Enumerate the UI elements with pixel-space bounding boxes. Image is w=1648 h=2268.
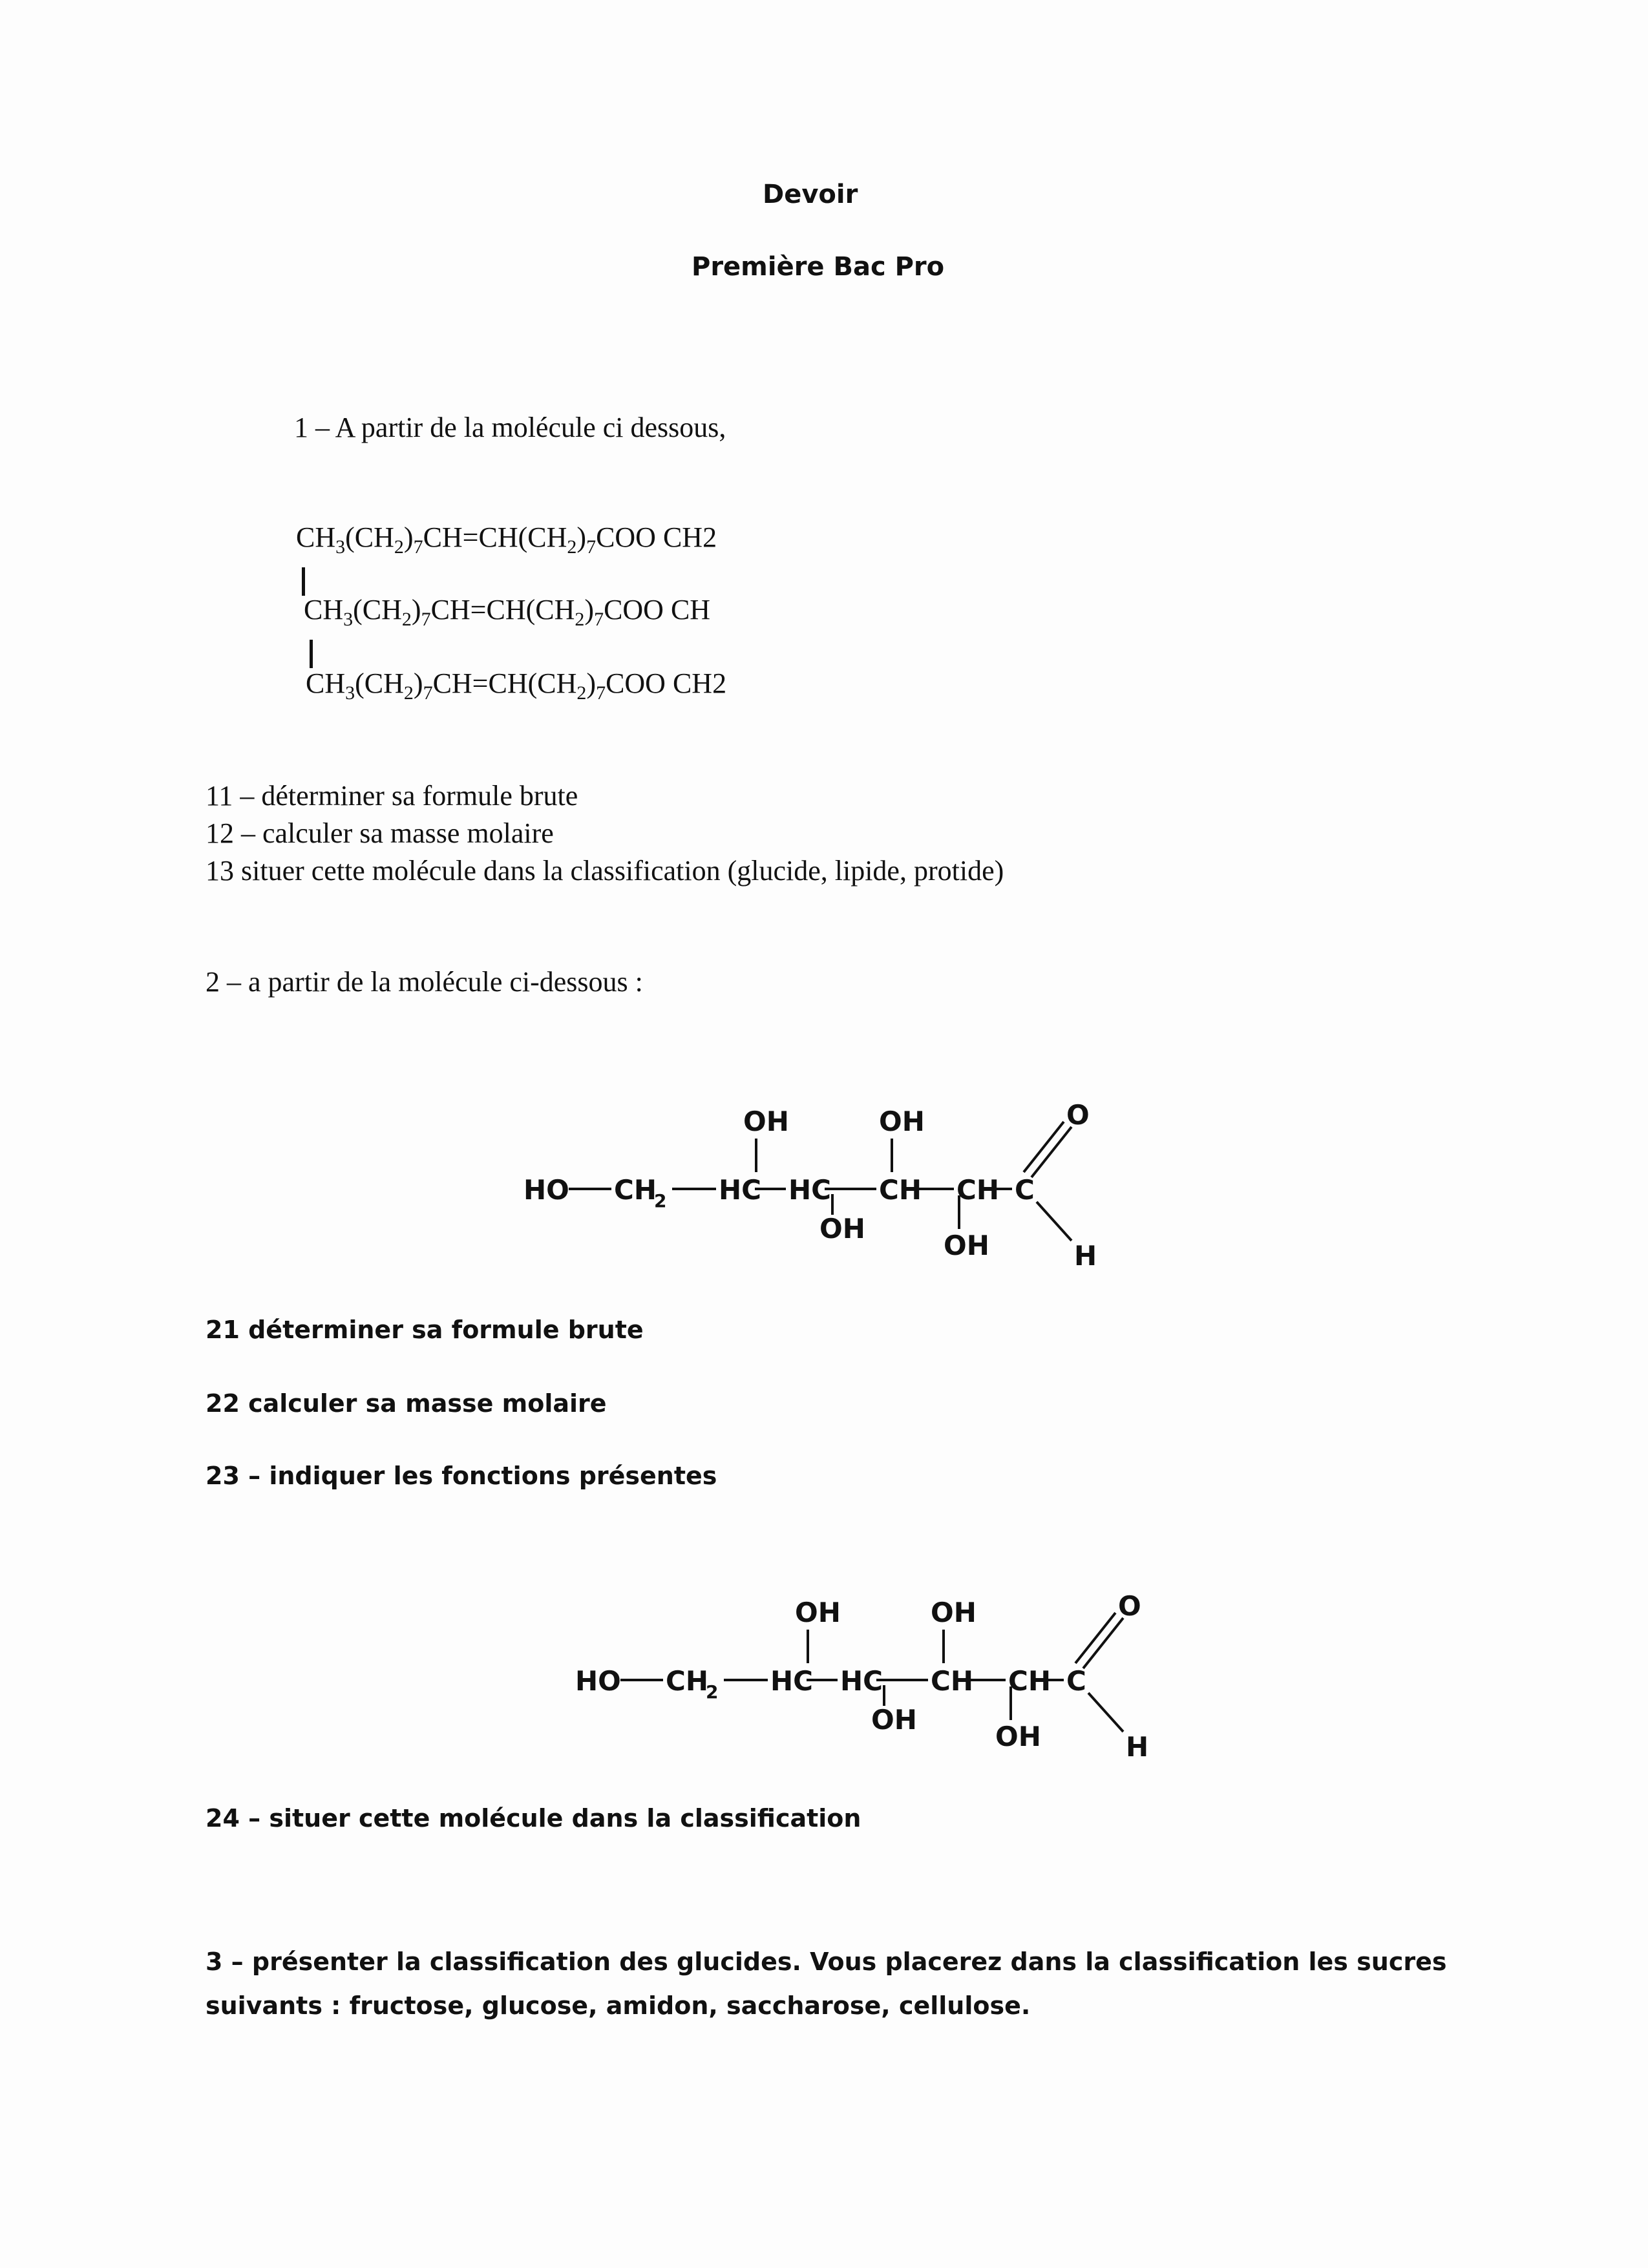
oh-bottom-1: OH (871, 1704, 917, 1736)
oh-bottom-2: OH (944, 1230, 989, 1261)
question-21: 21 déterminer sa formule brute (206, 1316, 644, 1344)
atom-c: C (1015, 1174, 1035, 1206)
document-subtitle: Première Bac Pro (692, 252, 945, 282)
oh-bottom-1: OH (819, 1213, 865, 1244)
oh-bottom-2: OH (995, 1721, 1041, 1752)
atom-ch4: CH (956, 1174, 999, 1206)
atom-hc1: HC (719, 1174, 761, 1206)
atom-ch4: CH (1008, 1665, 1051, 1697)
atom-h: H (1074, 1240, 1097, 1272)
question-24: 24 – situer cette molécule dans la classification (206, 1804, 861, 1832)
oh-top-2: OH (879, 1106, 925, 1137)
oh-top-1: OH (795, 1597, 841, 1628)
question-1-intro: 1 – A partir de la molécule ci dessous, (294, 412, 726, 443)
question-13: 13 situer cette molécule dans la classification (glucide, lipide, protide) (206, 855, 1004, 887)
oh-top-2: OH (931, 1597, 977, 1628)
atom-ho: HO (575, 1665, 621, 1697)
oh-top-1: OH (743, 1106, 789, 1137)
glucose-structure-1 (517, 1092, 1137, 1292)
question-12: 12 – calculer sa masse molaire (206, 817, 554, 849)
atom-hc2: HC (840, 1665, 883, 1697)
atom-hc1: HC (770, 1665, 813, 1697)
atom-ch2: CH (614, 1174, 657, 1206)
document-title: Devoir (763, 180, 858, 209)
atom-ch3: CH (931, 1665, 973, 1697)
atom-ch2-sub: 2 (706, 1681, 719, 1703)
question-3-line-1: 3 – présenter la classification des glucides. Vous placerez dans la classification les sucres (206, 1948, 1447, 1976)
question-2-intro: 2 – a partir de la molécule ci-dessous : (206, 966, 643, 998)
formula-line-2: $CH_3(CH_2)_7CH=CH(CH_2)_7COO$ CH (304, 594, 711, 630)
question-23: 23 – indiquer les fonctions présentes (206, 1462, 717, 1490)
atom-o: O (1118, 1590, 1141, 1622)
glucose-structure-2 (569, 1583, 1189, 1783)
question-3-line-2: suivants : fructose, glucose, amidon, saccharose, cellulose. (206, 1991, 1031, 2020)
atom-ch2-sub: 2 (654, 1190, 667, 1212)
question-22: 22 calculer sa masse molaire (206, 1389, 607, 1418)
formula-line-1: $CH_3(CH_2)_7CH=CH(CH_2)_7COO$ CH2 (296, 521, 717, 558)
atom-ch3: CH (879, 1174, 922, 1206)
atom-c: C (1066, 1665, 1086, 1697)
atom-h: H (1126, 1731, 1149, 1763)
atom-ch2: CH (666, 1665, 708, 1697)
atom-o: O (1066, 1099, 1090, 1131)
atom-hc2: HC (788, 1174, 831, 1206)
atom-ho: HO (523, 1174, 569, 1206)
formula-line-3: $CH_3(CH_2)_7CH=CH(CH_2)_7COO$ CH2 (306, 667, 727, 704)
glycerol-bond-2 (310, 640, 313, 668)
question-11: 11 – déterminer sa formule brute (206, 780, 578, 812)
glycerol-bond-1 (302, 567, 305, 596)
